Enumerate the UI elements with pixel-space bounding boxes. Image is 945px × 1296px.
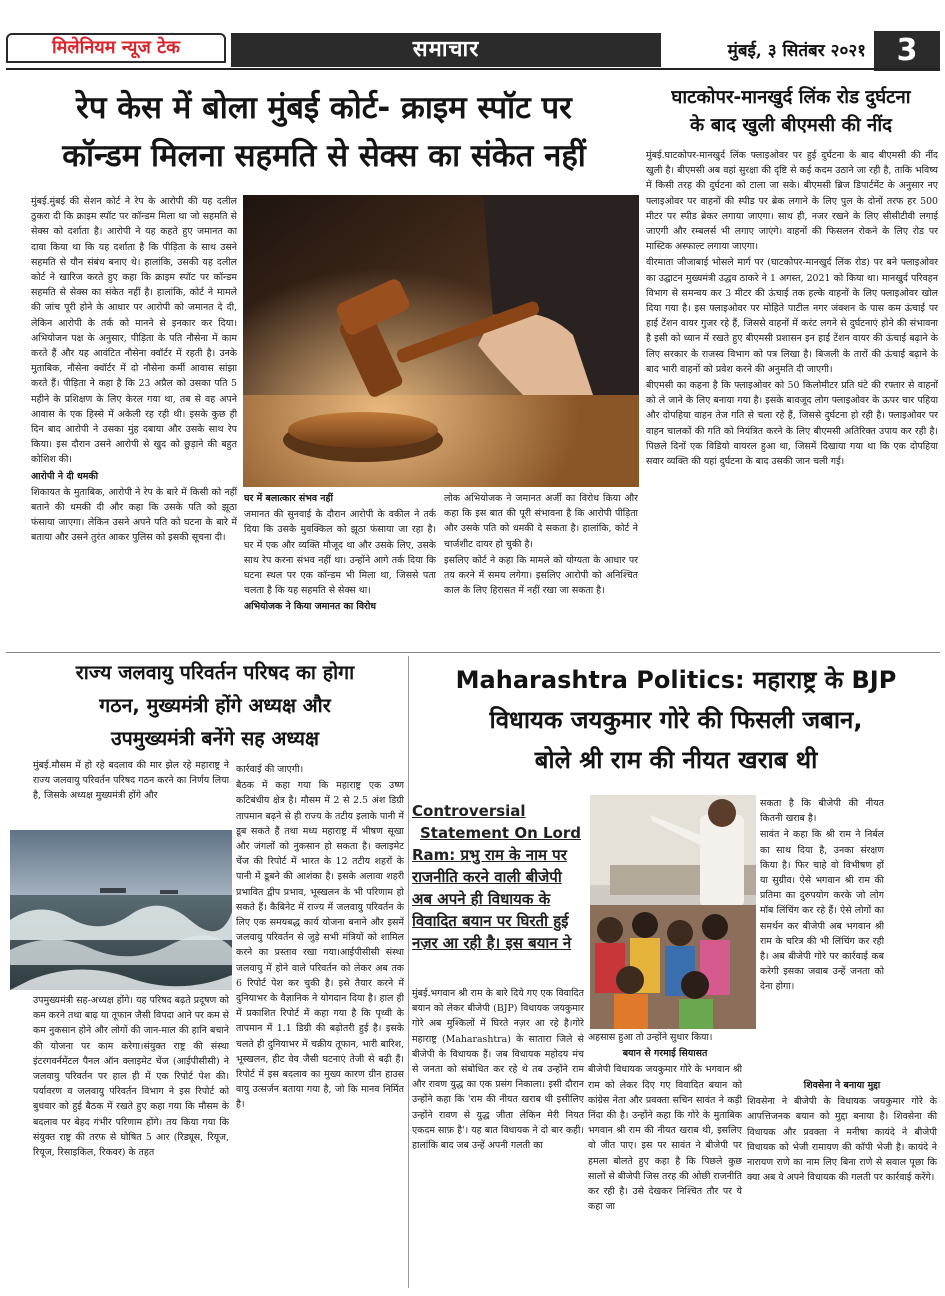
article4-paragraph-2: अहसास हुआ तो उन्होंने सुधार किया। (588, 1032, 713, 1043)
article2-headline-line1: घाटकोपर-मानखुर्द लिंक रोड दुर्घटना (671, 87, 911, 108)
mla-speech-photo (590, 795, 756, 1029)
article3-column-2 (236, 762, 404, 1284)
article1-column-3 (444, 491, 638, 641)
article4-paragraph-1: मुंबई.भगवान श्री राम के बारे दिये गए एक विवादित बयान को लेकर बीजेपी (BJP) विधायक जयकुमार गोरे अब मुश्किलों में घिरते नज़र आ रहे है।गोरे महाराष्ट्र (Maharashtra) के सातारा जिले से बीजेपी के विधायक हैं। जब विधायक महोदय मंच से जनता को संबोधित कर रहे थे तब उन्होंने राम और रावण युद्ध का एक प्रसंग निकाला। इसी दौरान उन्होंने कहा कि 'राम की नीयत खराब थी इसीलिए उन्होंने रावण से युद्ध जीता लेकिन मेरी नियत एकदम साफ़ है'। यह बात विधायक ने दो बार कही। हालांकि बाद जब उन्हें अपनी गलती का (412, 988, 584, 1152)
article3-headline-line2: गठन, मुख्यमंत्री होंगे अध्यक्ष और (99, 694, 331, 717)
article3-paragraph-4: बैठक में कहा गया कि महाराष्ट्र एक उष्ण कटिबंधीय क्षेत्र है। मौसम में 2 से 2.5 अंश डिग्री तापमान बढ़ने से ही राज्य के तटीय इलाके पानी में डूब सकते हैं तथा मध्य महाराष्ट्र में भीषण सूखा और जंगलों को नुकसान हो सकता है। क्लाइमेट चेंज की रिपोर्ट में भारत के 12 तटीय शहरों के पानी में डूबने की आशंका है। इसके अलावा शहरी प्रभावित द्वीप प्रभाव, भूस्खलन के भी परिणाम हो सकते हैं। कैबिनेट में राज्य में जलवायु परिवर्तन के लिए एक समयबद्ध कार्य योजना बनाने और इसमें जलवायु परिवर्तन से जुड़े सभी मंत्रियों को शामिल करने का प्रस्ताव रखा गया।आईपीसीसी संस्था जलवायु में होने वाले परिवर्तन को लेकर अब तक 6 रिपोर्ट पेश कर चुकी है। इसे तैयार करने में दुनियाभर के वैज्ञानिक ने योगदान दिया है। हाल ही में प्रकाशित रिपोर्ट में कहा गया है कि पृथ्वी के तापमान में 1.1 डिग्री की बढ़ोतरी हुई है। इसके चलते ही दुनियाभर में चक्रीय तूफान, भारी बारिश, भूस्खलन, हीट वेव जैसी घटनाएं तेजी से बढ़ी हैं। रिपोर्ट में इस बदलाव का मुख्य कारण ग्रीन हाउस वायु उत्सर्जन बताया गया है, जो कि मानव निर्मित है। (236, 780, 404, 1111)
article1-paragraph-4: लोक अभियोजक ने जमानत अर्जी का विरोध किया और कहा कि इस बात की पूरी संभावना है कि आरोपी पीड़िता और उसके पति को धमकी दे सकता है। हालांकि, कोर्ट ने चार्जशीट दायर हो चुकी है। (444, 493, 638, 550)
article3-paragraph-3: कार्रवाई की जाएगी। (236, 764, 304, 775)
article2-paragraph-2: वीरमाता जीजाबाई भोसले मार्ग पर (घाटकोपर-मानखुर्द लिंक रोड) पर बने फ्लाइओवर का उद्घाटन मुख्यमंत्री उद्धव ठाकरे ने 1 अगस्त, 2021 को किया था। मानखुर्द परिवहन विभाग से समन्वय कर 3 मीटर की ऊंचाई तक हल्के वाहनों के लिए फ्लाइओवर खोल दिया गया है। इस फ्लाइओवर पर मोहिते पाटील नगर जंक्शन के पास कम ऊंचाई पर हाई टेंशन वायर गुजर रहे हैं, जिससे वाहनों में करंट लगने से दुर्घटनाएं होने की संभावना है इसी को ध्यान में रखते हुए बीएमसी प्रशासन इन हाई टेंशन वायर की ऊंचाई बढ़ाने के लिए सरकार के राजस्व विभाग को पत्र लिखा है। बिजली के तारों की ऊंचाई बढ़ाने के बाद भारी वाहनों को प्रवेश करने की अनुमति दी जाएगी। (646, 257, 938, 375)
article4-headline-line3: बोले श्री राम की नीयत खराब थी (534, 746, 818, 774)
article-divider-vertical (408, 656, 409, 1288)
gavel-illustration (243, 195, 639, 487)
speech-illustration (590, 795, 756, 1029)
article2-body (646, 148, 938, 650)
article1-column-1 (31, 194, 237, 649)
article2-headline (642, 84, 940, 140)
article1-headline (10, 84, 638, 180)
article1-paragraph-5: इसलिए कोर्ट ने कहा कि मामले को योग्यता के आधार पर तय करने में समय लगेगा। इसलिए आरोपी को अनिश्चित काल के लिए हिरासत में नहीं रखा जा सकता है। (444, 554, 638, 597)
article1-paragraph-3: जमानत की सुनवाई के दौरान आरोपी के वकील ने तर्क दिया कि उसके मुवक्किल को झूठा फंसाया जा रहा है। घर में एक और व्यक्ति मौजूद था और उसके लिए, उसके साथ रेप करना संभव नहीं था। उन्होंने आगे तर्क दिया कि घटना स्थल पर एक कॉन्डम भी मिला था, जिससे पता चलता है कि यह सहमति से सेक्स था। (244, 509, 436, 597)
article3-paragraph-1: मुंबई.मौसम में हो रहे बदलाव की मार झेल रहे महाराष्ट्र ने राज्य जलवायु परिवर्तन परिषद गठन करने का निर्णय लिया है, जिसके अध्यक्ष मुख्यमंत्री होंगे और (33, 760, 229, 802)
article4-subheading-shivsena: शिवसेना ने बनाया मुद्दा (803, 1080, 881, 1091)
article4-paragraph-5: सावंत ने कहा कि श्री राम ने निर्बल का साथ दिया है, उनका संरक्षण किया है। फिर चाहे वो विभीषण हों या सुग्रीव। ऐसे भगवान श्री राम की प्रतिमा का दुरुपयोग करके जो लोग मॉब लिंचिंग कर रहे हैं। ऐसे लोगों का समर्थन कर बीजेपी अब भगवान श्री राम के चरित्र की भी लिंचिंग कर रही है। अब बीजेपी गोरे पर कार्रवाई कब करेगी इसका जवाब उन्हें जनता को देना होगा। (760, 829, 884, 993)
article4-paragraph-6: शिवसेना ने बीजेपी के विधायक जयकुमार गोरे के आपत्तिजनक बयान को मुद्दा बनाया है। शिवसेना की विधायक और प्रवक्ता ने मनीषा कायंदे ने बीजेपी विधायक को भेजी रामायण की कॉपी भेजी है। कायंदे ने नारायण राणे का नाम लिए बिना राणे से सवाल पूछा कि क्या अब वे अपने विधायक की गलती पर कार्रवाई करेंगे। (747, 1096, 937, 1184)
article4-column-1 (412, 986, 584, 1286)
article3-column-1-top (33, 758, 229, 820)
article1-paragraph-2: शिकायत के मुताबिक, आरोपी ने रेप के बारे में किसी को नहीं बताने की धमकी दी और कहा कि उसके पति को झूठा फंसाया जाएगा। लेकिन उसने अपने पति को घटना के बारे में बताया और उसने तुरंत आकर पुलिस को इसकी सूचना दी। (31, 486, 237, 544)
page-number: 3 (874, 31, 940, 71)
newspaper-brand: मिलेनियम न्यूज टेक (6, 33, 226, 63)
gavel-photo (243, 195, 639, 487)
article4-headline (412, 660, 940, 780)
controversial-box-rest: Ram: प्रभु राम के नाम पर राजनीति करने वाली बीजेपी अब अपने ही विधायक के विवादित बयान पर घिरती हुई नज़र आ रही है। इस बयान ने (412, 846, 572, 952)
article1-headline-line2: कॉन्डम मिलना सहमति से सेक्स का संकेत नहीं (62, 138, 586, 174)
controversial-box-line1: Controversial (412, 802, 526, 820)
section-title: समाचार (231, 33, 661, 67)
article1-column-2 (244, 491, 436, 641)
article2-paragraph-3: बीएमसी का कहना है कि फ्लाइओवर को 50 किलोमीटर प्रति घंटे की रफ्तार से वाहनों को ले जाने के लिए बनाया गया है। इसके बावजूद लोग फ्लाइओवर के ऊपर चार पहिया और दोपहिया वाहन तेज गति से चला रहे हैं, जिससे दुर्घटना हो रही है। फ्लाइओवर पर वाहन चालकों की गति को नियंत्रित करने के लिए बीएमसी अतिरिक्त उपाय कर रही है। पिछले दिनों एक विडियो वायरल हुआ था, जिसमें दिखाया गया था कि एक दोपहिया सवार व्यक्ति की यहां दुर्घटना के बाद उसकी जान चली गई। (646, 380, 938, 468)
masthead-rule (6, 68, 940, 70)
article3-headline-line1: राज्य जलवायु परिवर्तन परिषद का होगा (75, 661, 355, 684)
article4-headline-line2: विधायक जयकुमार गोरे की फिसली जबान, (489, 706, 863, 734)
article4-headline-line1: Maharashtra Politics: महाराष्ट्र के BJP (455, 666, 897, 694)
article4-column-3 (760, 796, 884, 1078)
mid-divider (6, 652, 940, 653)
article1-subheading-prosecutor: अभियोजक ने किया जमानत का विरोध (244, 601, 377, 613)
article4-subheading-politics: बयान से गरमाई सियासत (622, 1048, 708, 1060)
article4-paragraph-4: सकता है कि बीजेपी की नीयत कितनी खराब है। (760, 798, 884, 825)
article1-paragraph-1: मुंबई.मुंबई की सेशन कोर्ट ने रेप के आरोपी की यह दलील ठुकरा दी कि क्राइम स्पॉट पर कॉन्डम मिला था जो सहमति से सेक्स को दर्शाता है। आरोपी ने यह कहते हुए जमानत का दावा किया था कि यह दर्शाता है कि पीड़िता के साथ उसने सहमति से यौन संबंध बनाए थे। हालांकि, उसकी यह दलील कोर्ट ने खारिज करते हुए कहा कि क्राइम स्पॉट पर कॉन्डम सहमति से सेक्स का संकेत नहीं है। हालांकि, कोर्ट ने मामले की जांच पूरी होने के आधार पर आरोपी को जमानत दे दी, लेकिन आरोपी के तर्क को मानने से इनकार कर दिया।अभियोजन पक्ष के अनुसार, पीड़िता के पति नौसेना में काम करते हैं और यह आवंटित नौसेना क्वॉर्टर में रहती है। उनके मुताबिक, नौसेना क्वॉर्टर में दो नौसेना कर्मी आवास सांझा करते हैं। पीड़िता ने कहा है कि 23 अप्रैल को उसका पति 5 महीने के प्रशिक्षण के लिए केरल गया था, तब से वह अपने आवास के एक हिस्से में अकेली रह रही थी। इसके कुछ ही दिन बाद आरोपी ने उसका मुंह दबाया और उसके साथ रेप किया। इस दौरान उसने आरोपी से खुद को छुड़ाने की बहुत कोशिश की। (31, 196, 237, 466)
article4-column-2 (588, 1030, 742, 1286)
article4-paragraph-3: बीजेपी विधायक जयकुमार गोरे के भगवान श्री राम को लेकर दिए गए विवादित बयान को कांग्रेस नेता और प्रवक्ता सचिन सावंत ने कड़ी निंदा की है। उन्होंने कहा कि गोरे के मुताबिक भगवान श्री राम की नीयत खराब थी, इसलिए वो जीत पाए। इस पर सावंत ने बीजेपी पर हमला बोलते हुए कहा है कि पिछले कुछ सालों से बीजेपी जिस तरह की ओछी राजनीति कर रही है। उसे देखकर निश्चित तौर पर ये कहा जा (588, 1064, 742, 1213)
controversial-box-line2: Statement On Lord (420, 824, 581, 842)
article1-subheading-threat: आरोपी ने दी धमकी (31, 470, 98, 482)
article2-headline-line2: के बाद खुली बीएमसी की नींद (690, 115, 892, 136)
article3-column-1-bottom (33, 993, 229, 1283)
stormy-sea-photo (10, 830, 232, 990)
article3-headline (30, 656, 400, 755)
article1-headline-line1: रेप केस में बोला मुंबई कोर्ट- क्राइम स्पॉट पर (76, 90, 572, 126)
article4-column-3-bottom (747, 1078, 937, 1284)
article3-headline-line3: उपमुख्यमंत्री बनेंगे सह अध्यक्ष (111, 727, 319, 750)
article3-paragraph-2: उपमुख्यमंत्री सह-अध्यक्ष होंगे। यह परिषद बढ़ते प्रदूषण को कम करने तथा बाढ़ या तूफान जैसी विपदा आने पर कम से कम नुकसान होने और लोगों की जान-माल की हानि बचाने की योजना पर काम करेगा।संयुक्त राष्ट्र की संस्था इंटरगवर्नमेंटल पैनल ऑन क्लाइमेट चेंज (आईपीसीसी) ने जलवायु परिवर्तन पर हाल ही में एक रिपोर्ट पेश की। पर्यावरण व जलवायु परिवर्तन विभाग ने इस रिपोर्ट को बुधवार को हुई बैठक में रखते हुए कहा गया कि मौसम के बदलाव पर बेहद गंभीर परिणाम होंगे। तय किया गया कि संयुक्त राष्ट्र की तरफ से घोषित 5 आर (रिड्यूस, रियूज, रियूज, रिसाइकिल, रिकवर) के तहत (33, 995, 229, 1159)
dateline: मुंबई, ३ सितंबर २०२१ (727, 41, 866, 61)
stormy-sea-illustration (10, 830, 232, 990)
article2-paragraph-1: मुंबई.घाटकोपर-मानखुर्द लिंक फ्लाइओवर पर हुई दुर्घटना के बाद बीएमसी की नींद खुली है। बीएमसी अब वहां सुरक्षा की दृष्टि से कई कदम उठाने जा रही है, ताकि भविष्य में किसी तरह की दुर्घटना को टाला जा सके। बीएमसी ब्रिज डिपार्टमेंट के अनुसार नए फ्लाइओवर पर वाहनों की स्पीड पर ब्रेक लगाने के लिए पुल के दोनों तरफ हर 500 मीटर पर स्पीड ब्रेकर लगाया जाएगा। साथ ही, नजर रखने के लिए सीसीटीवी लगाई जाएगी और रम्बलर्स भी लगाए जाएंगे। वाहनों की फिसलन रोकने के लिए रोड पर मास्टिक अस्फाल्ट लगाया जाएगा। (646, 150, 938, 253)
controversial-box (412, 800, 584, 980)
article1-subheading-home: घर में बलात्कार संभव नहीं (244, 493, 333, 504)
